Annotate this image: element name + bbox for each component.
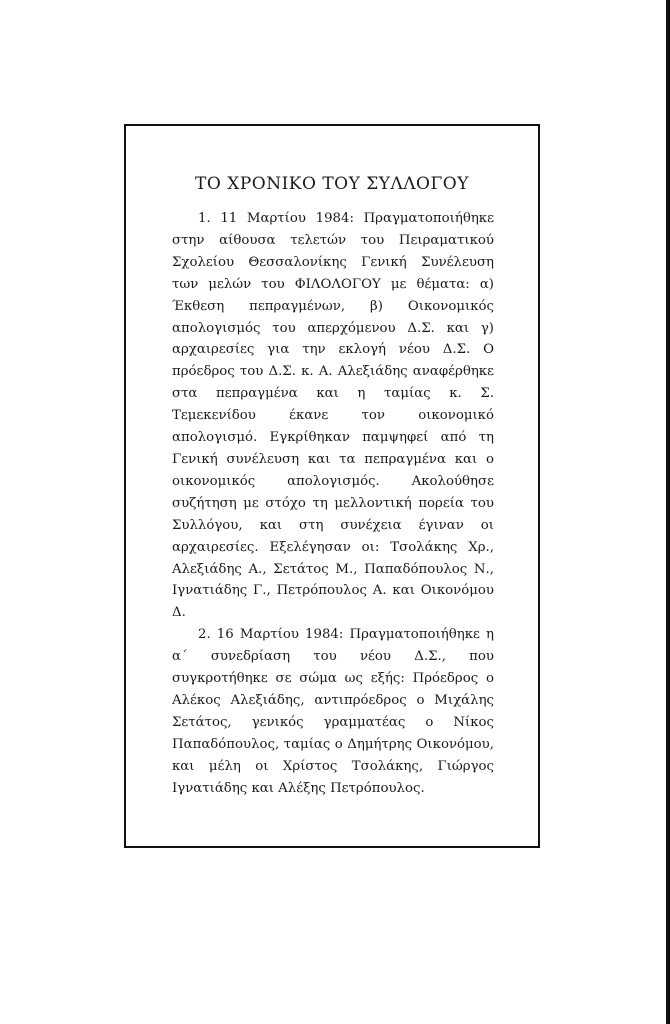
- body-text: [172, 208, 494, 799]
- paragraph-2: 2. 16 Μαρτίου 1984: Πραγματοποιήθηκε η α΄ συνεδρίαση του νέου Δ.Σ., που συγκροτήθηκε σε σώμα ως εξής: Πρόεδρος ο Αλέκος Αλεξιάδης, αντιπρόεδρος ο Μιχάλης Σετάτος, γενικός γραμματέας ο Νίκος Παπαδόπουλος, ταμίας ο Δημήτρης Οικονόμου, και μέλη οι Χρίστος Τσολάκης, Γιώργος Ιγνατιάδης και Αλέξης Πετρόπουλος.: [172, 627, 494, 796]
- paragraph-1: 1. 11 Μαρτίου 1984: Πραγματοποιήθηκε στην αίθουσα τελετών του Πειραματικού Σχολείου Θεσσαλονίκης Γενική Συνέλευση των μελών του ΦΙΛΟΛΟΓΟΥ με θέματα: α) Έκθεση πεπραγμένων, β) Οικονομικός απολογισμός του απερχόμενου Δ.Σ. και γ) αρχαιρεσίες για την εκλογή νέου Δ.Σ. Ο πρόεδρος του Δ.Σ. κ. Α. Αλεξιάδης αναφέρθηκε στα πεπραγμένα και η ταμίας κ. Σ. Τεμεκενίδου έκανε τον οικονομικό απολογισμό. Εγκρίθηκαν παμψηφεί από τη Γενική συνέλευση και τα πεπραγμένα και ο οικονομικός απολογισμός. Ακολούθησε συζήτηση με στόχο τη μελλοντική πορεία του Συλλόγου, και στη συνέχεια έγιναν οι αρχαιρεσίες. Εξελέγησαν οι: Τσολάκης Χρ., Αλεξιάδης Α., Σετάτος Μ., Παπαδόπουλος Ν., Ιγνατιάδης Γ., Πετρόπουλος Α. και Οικονόμου Δ.: [172, 211, 494, 621]
- page-edge-border: [666, 0, 670, 1024]
- text-frame: [124, 124, 540, 848]
- page-title: ΤΟ ΧΡΟΝΙΚΟ ΤΟΥ ΣΥΛΛΟΓΟΥ: [195, 174, 469, 194]
